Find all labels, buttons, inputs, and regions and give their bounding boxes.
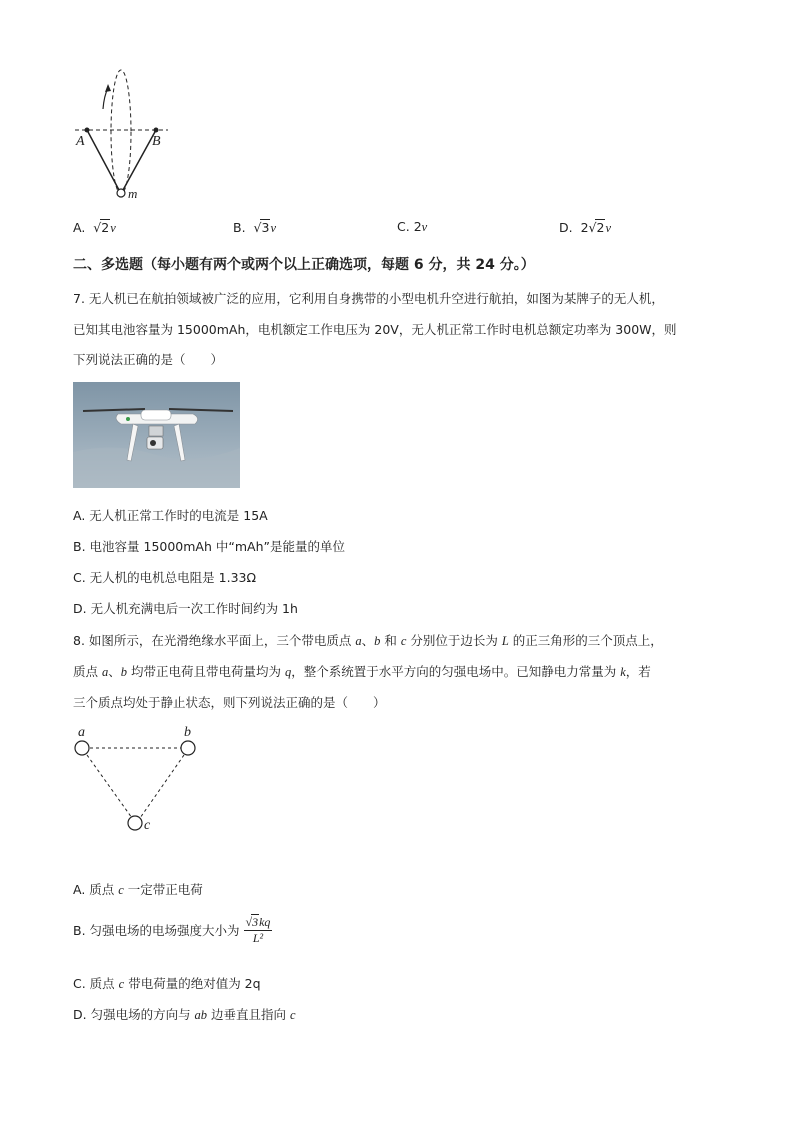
mass-m-label: m: [128, 186, 138, 201]
q7-stem-line3: 下列说法正确的是（ ）: [73, 352, 224, 367]
q6-option-b[interactable]: B. √3v: [233, 220, 276, 235]
q7-option-c[interactable]: C. 无人机的电机总电阻是 1.33Ω: [73, 570, 257, 585]
q7-option-a[interactable]: A. 无人机正常工作时的电流是 15A: [73, 508, 268, 523]
section-title: 二、多选题（每小题有两个或两个以上正确选项，每题 6 分，共 24 分。）: [73, 257, 535, 273]
pendulum-figure: [70, 66, 180, 206]
drone-photo: [73, 382, 240, 488]
point-a-label: a: [78, 725, 85, 740]
q7-option-b[interactable]: B. 电池容量 15000mAh 中“mAh”是能量的单位: [73, 539, 345, 554]
q7-stem-line2: 已知其电池容量为 15000mAh，电机额定工作电压为 20V，无人机正常工作时电机总额定功率为 300W，则: [73, 322, 677, 337]
q6-option-d[interactable]: D. 2√2v: [559, 220, 611, 235]
q8-option-d[interactable]: D. 匀强电场的方向与 ab 边垂直且指向 c: [73, 1007, 296, 1022]
q6-option-a[interactable]: A. √2v: [73, 220, 116, 235]
field-strength-fraction: $\frac{√3kq}{\text{L²}}$: [245, 915, 271, 945]
q6-option-c[interactable]: C. 2v: [397, 219, 428, 234]
triangle-figure: [70, 728, 210, 838]
q8-stem-line3: 三个质点均处于静止状态，则下列说法正确的是（ ）: [73, 695, 386, 710]
q8-stem-line1: 8. 如图所示，在光滑绝缘水平面上，三个带电质点 a、b 和 c 分别位于边长为 L 的正三角形的三个顶点上，: [73, 633, 663, 648]
q8-stem-line2: 质点 a、b 均带正电荷且带电荷量均为 q，整个系统置于水平方向的匀强电场中。已知静电力常量为 k，若: [73, 664, 651, 679]
point-c-label: c: [144, 818, 151, 833]
q8-option-a[interactable]: A. 质点 c 一定带正电荷: [73, 882, 203, 897]
q8-option-b[interactable]: B. 匀强电场的电场强度大小为 $\frac{√3kq}{\text{L²}}$: [73, 915, 271, 945]
q8-option-c[interactable]: C. 质点 c 带电荷量的绝对值为 2q: [73, 976, 261, 991]
q7-option-d[interactable]: D. 无人机充满电后一次工作时间约为 1h: [73, 601, 298, 616]
q7-stem-line1: 7. 无人机已在航拍领域被广泛的应用，它利用自身携带的小型电机升空进行航拍，如图为某牌子的无人机，: [73, 291, 664, 306]
point-b-label: B: [152, 134, 161, 149]
point-b-label: b: [184, 725, 191, 740]
point-a-label: A: [76, 134, 85, 149]
